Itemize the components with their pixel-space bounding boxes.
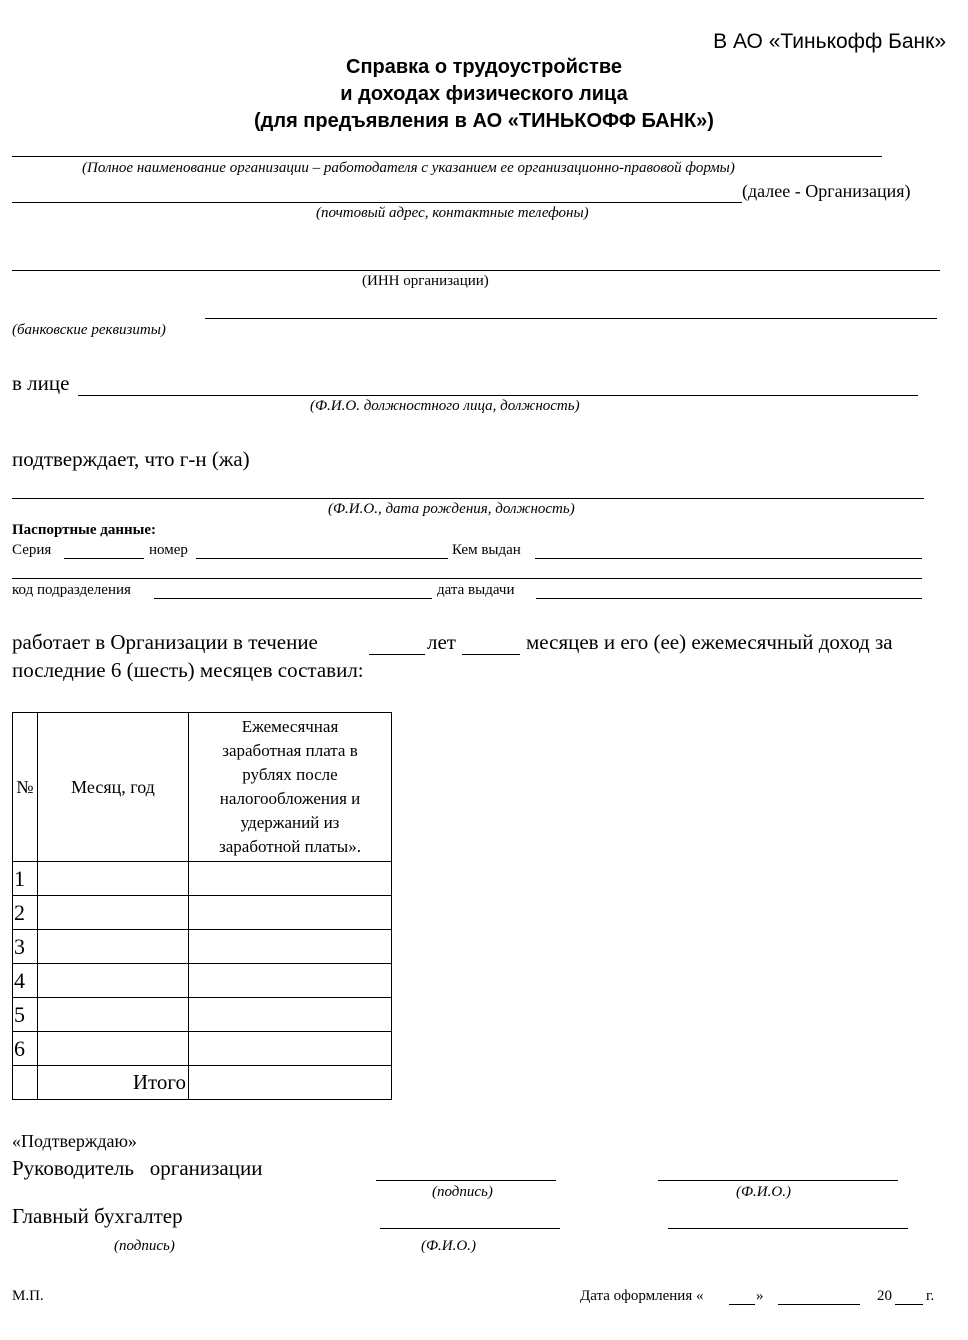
division-code-label: код подразделения (12, 582, 131, 598)
salary-header-line: налогообложения и (219, 789, 361, 808)
employee-line[interactable] (12, 498, 924, 499)
document-title-line3: (для предъявления в АО «ТИНЬКОФФ БАНК») (254, 110, 714, 132)
org-name-hint: (Полное наименование организации – работодателя с указанием ее организационно-правовой формы) (82, 160, 735, 176)
document-title-line1: Справка о трудоустройстве (346, 56, 622, 78)
col-header-month: Месяц, год (38, 713, 189, 862)
month-cell[interactable] (38, 930, 189, 964)
employment-text-part2: месяцев и его (ее) ежемесячный доход за (526, 630, 893, 654)
accountant-name-line[interactable] (668, 1228, 908, 1229)
table-row (13, 998, 392, 1032)
date-year-prefix: 20 (877, 1288, 892, 1304)
bank-details-hint: (банковские реквизиты) (12, 322, 166, 338)
org-address-hint: (почтовый адрес, контактные телефоны) (316, 205, 589, 221)
salary-header-line: Ежемесячная (241, 717, 339, 736)
salary-cell[interactable] (189, 896, 392, 930)
row-number: 1 (13, 862, 38, 896)
salary-header-line: удержаний из (240, 813, 340, 832)
accountant-label: Главный бухгалтер (12, 1204, 183, 1228)
row-number: 2 (13, 896, 38, 930)
month-cell[interactable] (38, 1032, 189, 1066)
month-cell[interactable] (38, 964, 189, 998)
passport-series-label: Серия (12, 542, 52, 558)
salary-cell[interactable] (189, 964, 392, 998)
accountant-name-hint: (Ф.И.О.) (421, 1238, 476, 1254)
accountant-signature-hint: (подпись) (114, 1238, 175, 1254)
employee-hint: (Ф.И.О., дата рождения, должность) (328, 501, 575, 517)
director-label: Руководитель организации (12, 1156, 263, 1180)
addressee: В АО «Тинькофф Банк» (713, 30, 946, 53)
month-cell[interactable] (38, 896, 189, 930)
salary-cell[interactable] (189, 930, 392, 964)
total-number-cell (13, 1066, 38, 1100)
salary-cell[interactable] (189, 998, 392, 1032)
org-inn-hint: (ИНН организации) (362, 273, 489, 289)
date-month-line[interactable] (778, 1304, 860, 1305)
month-cell[interactable] (38, 862, 189, 896)
document-title-line2: и доходах физического лица (340, 83, 628, 105)
director-name-hint: (Ф.И.О.) (736, 1184, 791, 1200)
bank-details-line[interactable] (205, 318, 937, 319)
accountant-signature-line[interactable] (380, 1228, 560, 1229)
passport-issued-by-line-2[interactable] (12, 578, 922, 579)
employment-years-label: лет (427, 630, 456, 654)
date-day-line[interactable] (729, 1304, 755, 1305)
row-number: 4 (13, 964, 38, 998)
division-code-line[interactable] (154, 598, 432, 599)
table-row (13, 930, 392, 964)
director-name-line[interactable] (658, 1180, 898, 1181)
org-address-line[interactable] (12, 202, 742, 203)
passport-number-label: номер (149, 542, 188, 558)
director-signature-hint: (подпись) (432, 1184, 493, 1200)
employment-years-line[interactable] (369, 654, 425, 655)
row-number: 6 (13, 1032, 38, 1066)
salary-header-line: заработной платы». (219, 837, 361, 856)
representative-label: в лице (12, 371, 70, 395)
stamp-label: М.П. (12, 1288, 44, 1304)
total-label: Итого (38, 1066, 189, 1100)
row-number: 5 (13, 998, 38, 1032)
salary-header-line: заработная плата в (222, 741, 358, 760)
employment-months-line[interactable] (462, 654, 520, 655)
representative-line[interactable] (78, 395, 918, 396)
issue-date-label: дата выдачи (437, 582, 515, 598)
col-header-no: № (13, 713, 38, 862)
income-table (12, 712, 392, 1100)
employment-text-line2: последние 6 (шесть) месяцев составил: (12, 658, 364, 682)
table-row (13, 1032, 392, 1066)
date-quote-close: » (756, 1288, 764, 1304)
month-cell[interactable] (38, 998, 189, 1032)
passport-heading: Паспортные данные: (12, 522, 156, 538)
salary-cell[interactable] (189, 1032, 392, 1066)
passport-issued-by-label: Кем выдан (452, 542, 521, 558)
hereinafter-label: (далее - Организация) (742, 181, 911, 201)
table-row (13, 964, 392, 998)
row-number: 3 (13, 930, 38, 964)
employment-text-part1: работает в Организации в течение (12, 630, 318, 654)
org-name-line[interactable] (12, 156, 882, 157)
org-inn-line[interactable] (12, 270, 940, 271)
table-row (13, 896, 392, 930)
representative-hint: (Ф.И.О. должностного лица, должность) (310, 398, 580, 414)
employee-confirms-text: подтверждает, что г-н (жа) (12, 447, 250, 471)
passport-series-line[interactable] (64, 558, 144, 559)
date-year-suffix: г. (926, 1288, 935, 1304)
date-label: Дата оформления « (580, 1288, 704, 1304)
total-salary-cell[interactable] (189, 1066, 392, 1100)
confirm-label: «Подтверждаю» (12, 1131, 137, 1151)
issue-date-line[interactable] (536, 598, 922, 599)
col-header-salary (189, 713, 392, 862)
date-year-line[interactable] (895, 1304, 923, 1305)
table-total-row (13, 1066, 392, 1100)
salary-cell[interactable] (189, 862, 392, 896)
passport-issued-by-line[interactable] (535, 558, 922, 559)
table-header-row (13, 713, 392, 862)
table-row (13, 862, 392, 896)
salary-header-line: рублях после (242, 765, 338, 784)
passport-number-line[interactable] (196, 558, 448, 559)
director-signature-line[interactable] (376, 1180, 556, 1181)
